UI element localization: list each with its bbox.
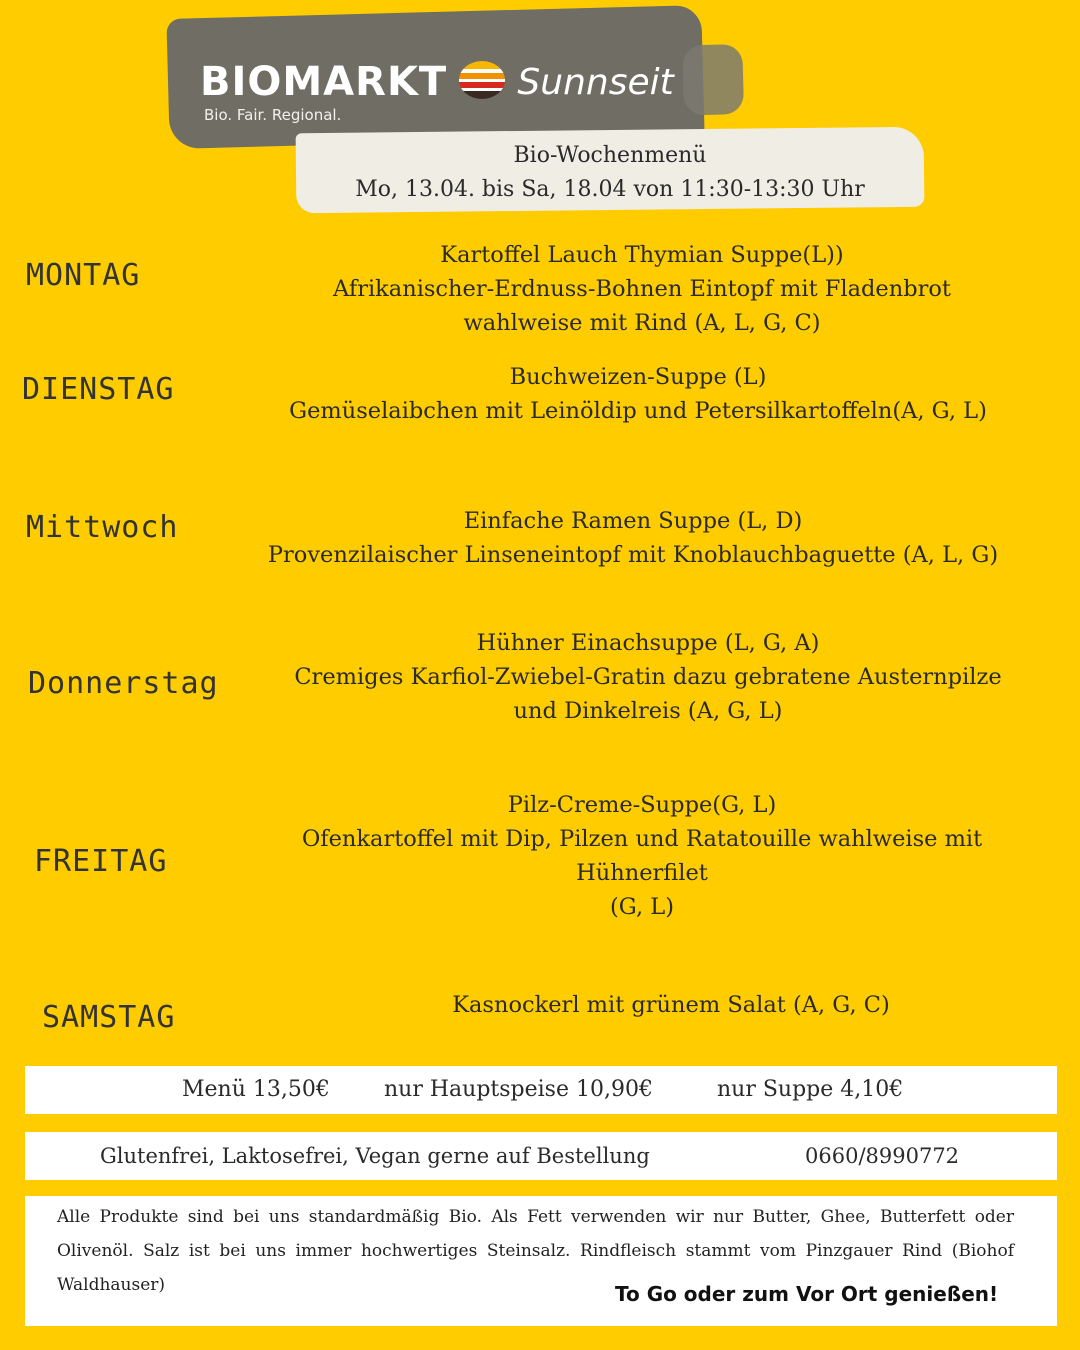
price-menu: Menü 13,50€ [182,1077,330,1102]
menu-title: Bio-Wochenmenü [513,143,707,168]
price-main-course: nur Hauptspeise 10,90€ [384,1077,653,1102]
price-soup: nur Suppe 4,10€ [717,1077,904,1102]
phone-number: 0660/8990772 [805,1144,960,1168]
menu-header [296,139,924,207]
day-label-monday: MONTAG [26,258,141,293]
sun-icon [458,60,506,104]
info-box [25,1132,1057,1180]
menu-saturday [300,988,1042,1022]
menu-thursday [232,626,1064,728]
brand-name: BIOMARKT [200,59,448,105]
menu-line: wahlweise mit Rind (A, L, G, C) [463,310,821,336]
note-box [25,1196,1057,1326]
menu-tuesday [232,360,1044,428]
day-label-tuesday: DIENSTAG [22,372,175,407]
menu-line: Kasnockerl mit grünem Salat (A, G, C) [452,992,890,1018]
brand-logo [200,60,674,104]
menu-line: und Dinkelreis (A, G, L) [513,698,783,724]
day-label-wednesday: Mittwoch [26,510,179,545]
menu-monday [232,238,1052,340]
note-text: Alle Produkte sind bei uns standardmäßig Bio. Als Fett verwenden wir nur Butter, Ghee, Butterfett oder Olivenöl. Salz ist bei uns immer hochwertiges Steinsalz. Rindfleisch stammt vom Pinzgauer Rind (Biohof Waldhauser) [57,1207,1014,1295]
menu-line: Provenzilaischer Linseneintopf mit Knoblauchbaguette (A, L, G) [267,542,999,568]
menu-line: Pilz-Creme-Suppe(G, L) [507,792,777,818]
menu-line: Kartoffel Lauch Thymian Suppe(L)) [440,242,844,268]
day-label-friday: FREITAG [34,844,168,879]
brand-script-name: Sunnseit [517,61,674,103]
togo-note: To Go oder zum Vor Ort genießen! [615,1282,999,1306]
menu-line: Hühner Einachsuppe (L, G, A) [476,630,820,656]
menu-line: (G, L) [610,894,674,920]
menu-line: Afrikanischer-Erdnuss-Bohnen Eintopf mit Fladenbrot [333,276,951,302]
menu-line: Hühnerfilet [576,860,708,886]
menu-line: Cremiges Karfiol-Zwiebel-Gratin dazu gebratene Austernpilze [294,664,1002,690]
menu-line: Ofenkartoffel mit Dip, Pilzen und Ratatouille wahlweise mit [301,826,983,852]
menu-friday [240,788,1044,924]
menu-line: Buchweizen-Suppe (L) [509,364,767,390]
diet-info: Glutenfrei, Laktosefrei, Vegan gerne auf Bestellung [100,1144,650,1168]
menu-line: Gemüselaibchen mit Leinöldip und Petersilkartoffeln(A, G, L) [289,398,987,424]
day-label-saturday: SAMSTAG [42,1000,176,1035]
day-label-thursday: Donnerstag [28,666,219,701]
brand-tagline: Bio. Fair. Regional. [204,106,342,124]
menu-dates: Mo, 13.04. bis Sa, 18.04 von 11:30-13:30 Uhr [355,177,865,202]
menu-wednesday [220,504,1046,572]
menu-line: Einfache Ramen Suppe (L, D) [463,508,803,534]
price-box [25,1066,1057,1114]
